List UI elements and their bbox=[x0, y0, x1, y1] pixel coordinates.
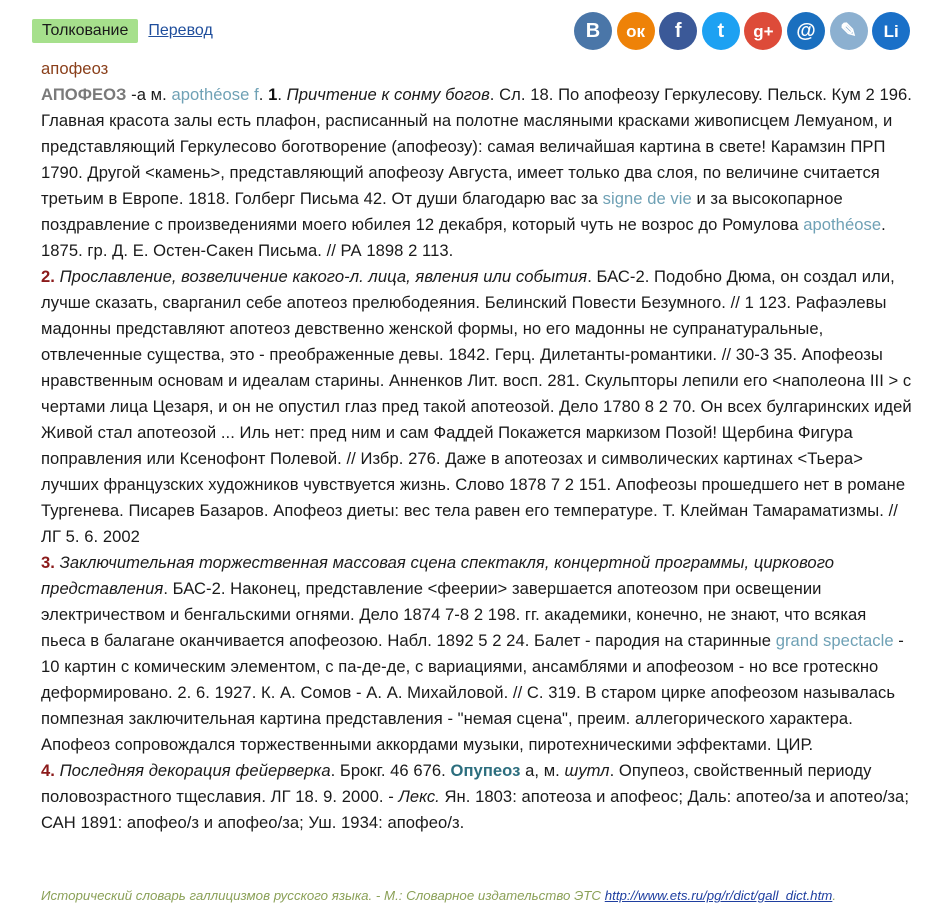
foreign-term[interactable]: signe de vie bbox=[602, 189, 692, 208]
livejournal-icon[interactable] bbox=[830, 12, 868, 50]
sense-definition: Последняя декорация фейерверка bbox=[54, 761, 331, 780]
sense-4: 4. Последняя декорация фейерверка. Брокг. 46 676. Опупеоз а, м. шутл. Опупеоз, свойственный периоду половозрастного тщеславия. ЛГ 18. 9. 2000. - Лекс. Ян. 1803: апотеоза и апофеос; Даль: апотео/за и апотео/за; САН 1891: апофео/з и апофео/за; Уш. 1934: апофео/з. bbox=[41, 761, 909, 832]
sense-number: 3. bbox=[41, 553, 55, 572]
headword: АПОФЕОЗ bbox=[41, 85, 127, 104]
sense-definition: Заключительная торжественная массовая сцена спектакля, концертной программы, циркового представления bbox=[41, 553, 835, 598]
sense-number: 4. bbox=[41, 761, 55, 780]
liveinternet-icon-glyph: Li bbox=[883, 21, 899, 41]
odnoklassniki-icon-glyph: ок bbox=[626, 21, 646, 41]
facebook-icon[interactable] bbox=[659, 12, 697, 50]
livejournal-icon-glyph: ✎ bbox=[840, 20, 857, 42]
vk-icon[interactable] bbox=[574, 12, 612, 50]
sense-2: 2. Прославление, возвеличение какого-л. лица, явления или события. БАС-2. Подобно Дюма, он создал или, лучше сказать, сварганил себе апотеоз прелюбодеяния. Белинский Повести Безумного. // 1 123. Рафаэлевы мадонны представляют апотеоз девственно женской формы, но его мадонны не супранатуральные, отвлеченные существа, это - преображенные девы. 1842. Герц. Дилетанты-романтики. // 30-3 35. Апофеозы нравственным основам и идеалам старины. Анненков Лит. восп. 281. Скульпторы лепили его <наполеона III > с чертами лица Цезаря, и он не опустил глаз пред такой апотеозой. Дело 1780 8 2 70. Он всех булгаринских идей Живой стал апотеозой ... Иль нет: пред ним и сам Фаддей Покажется маркизом Позой! Щербина Фигура поправления или Ксенофонт Полевой. // Избр. 276. Даже в апотеозах и символических картинах <Тьера> лучших французских художников чувствуется жизнь. Слово 1878 7 2 151. Апофеозы прошедшего нет в романе Тургенева. Писарев Базаров. Апофеоз диеты: вес тела равен его температуре. Т. Клейман Тамараматизмы. // ЛГ 5. 6. 2002 bbox=[41, 267, 912, 546]
liveinternet-icon[interactable] bbox=[872, 12, 910, 50]
tab-perevod[interactable]: Перевод bbox=[148, 22, 213, 39]
vk-icon-glyph: B bbox=[585, 20, 601, 42]
facebook-icon-glyph: f bbox=[674, 20, 682, 42]
google-plus-icon-glyph: g+ bbox=[753, 21, 774, 41]
sense-1: АПОФЕОЗ -а м. apothéose f. 1. Причтение к сонму богов. Сл. 18. По апофеозу Геркулесову. Пельск. Кум 2 196. Главная красота залы есть плафон, расписанный на полотне масляными красками живописцем Лемуаном, и представляющий Геркулесово боготворение (апофеозу): самая величайшая картина в свете! Карамзин ПРП 1790. Другой <камень>, представляющий апофеозу Августа, имеет только два слоя, по величине считается третьим в Европе. 1818. Голберг Письма 42. От души благодарю вас за signe de vie и за высокопарное поздравление с произведениями моего юбилея 12 декабря, который чуть не возрос до Ромулова apothéose. 1875. гр. Д. Е. Остен-Сакен Письма. // РА 1898 2 113. bbox=[41, 85, 912, 260]
foreign-term[interactable]: apothéose f bbox=[171, 85, 259, 104]
tabs bbox=[32, 19, 213, 43]
source-citation: Исторический словарь галлицизмов русского языка. - М.: Словарное издательство ЭТС http://www.ets.ru/pg/r/dict/gall_dict.htm. bbox=[41, 888, 837, 903]
twitter-icon-glyph: t bbox=[717, 20, 725, 42]
twitter-icon[interactable] bbox=[702, 12, 740, 50]
sense-3: 3. Заключительная торжественная массовая сцена спектакля, концертной программы, циркового представления. БАС-2. Наконец, представление <феерии> завершается апотеозом при освещении электричеством и бенгальскими огнями. Дело 1874 7-8 2 198. гг. академики, конечно, не знают, что всякая пьеса в балагане оканчивается апофеозою. Набл. 1892 5 2 24. Балет - пародия на старинные grand spectacle - 10 картин с комическим элементом, с па-де-де, с вариациями, ансамблями и апофеозом - но все гротескно деформировано. 2. 6. 1927. К. А. Сомов - А. А. Михайловой. // С. 319. В старом цирке апофеозом называлась помпезная заключительная картина представления - "немая сцена", преим. аллегорического характера. Апофеоз сопровождался торжественными аккордами музыки, пиротехническими эффектами. ЦИР. bbox=[41, 553, 904, 754]
foreign-term[interactable]: grand spectacle bbox=[775, 631, 894, 650]
odnoklassniki-icon[interactable] bbox=[617, 12, 655, 50]
source-link[interactable]: http://www.ets.ru/pg/r/dict/gall_dict.htm bbox=[604, 888, 833, 903]
mail-icon[interactable] bbox=[787, 12, 825, 50]
foreign-term[interactable]: apothéose bbox=[803, 215, 882, 234]
sense-definition: Причтение к сонму богов bbox=[286, 85, 490, 104]
sense-definition: Прославление, возвеличение какого-л. лица, явления или события bbox=[54, 267, 588, 286]
google-plus-icon[interactable] bbox=[744, 12, 782, 50]
share-buttons bbox=[574, 12, 915, 50]
headword-label: апофеоз bbox=[41, 59, 109, 78]
tab-tolkovanie[interactable]: Толкование bbox=[32, 19, 138, 43]
sense-number: 2. bbox=[41, 267, 55, 286]
mail-icon-glyph: @ bbox=[796, 20, 816, 42]
sense-number: 1 bbox=[268, 85, 278, 104]
variant-headword: Опупеоз bbox=[450, 761, 521, 780]
dictionary-entry bbox=[41, 56, 913, 836]
